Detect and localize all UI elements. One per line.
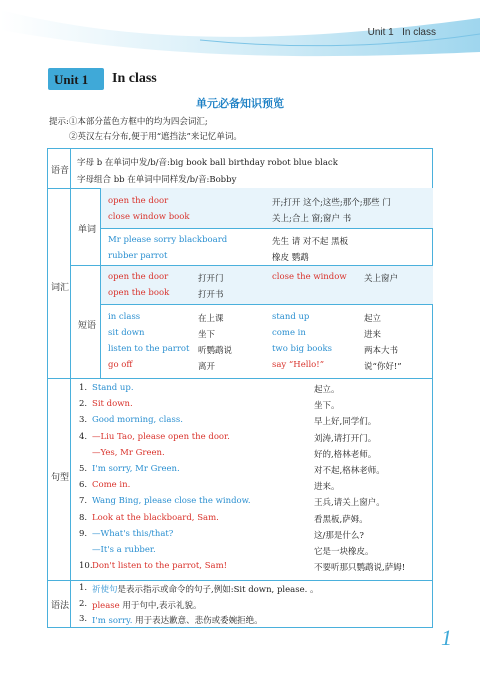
header-unit: Unit 1 (367, 27, 394, 38)
sentence-cn: 不要听那只鹦鹉说,萨姆! (314, 563, 406, 574)
word-row: open the door (108, 196, 169, 206)
phrase-item-cn: 打开门 (198, 274, 224, 284)
word-row-cn: 橡皮 鹦鹉 (272, 253, 309, 263)
phonics-label: 语音 (51, 166, 70, 176)
sentence-cn: 好的,格林老师。 (314, 449, 377, 460)
sentence-number: 7. (79, 496, 88, 507)
sentence-cn: 进来。 (314, 482, 340, 493)
sentence-en: —What's this/that? (92, 528, 174, 539)
sentence-cn: 这/那是什么? (314, 530, 364, 541)
phrase-label: 短语 (78, 321, 97, 331)
sentence-cn: 看黑板,萨姆。 (314, 514, 368, 525)
sentence-cn: 对不起,格林老师。 (314, 466, 385, 476)
sentence-cn: 它是一块橡皮。 (314, 547, 374, 557)
phrase-item-cn: 关上窗户 (364, 274, 399, 284)
sentence-number: 9. (79, 528, 88, 539)
sentence-en: Don't listen to the parrot, Sam! (92, 561, 228, 572)
grammar-rest: 用于句中,表示礼貌。 (119, 600, 202, 611)
sentence-number: 5. (79, 464, 88, 474)
header-unit-title (368, 27, 436, 38)
sentence-cn: 王兵,请关上窗户。 (314, 498, 385, 509)
phrase-item-cn: 在上课 (198, 314, 224, 324)
grammar-key: I'm sorry. (92, 616, 133, 626)
section-title: 单元必备知识预览 (196, 97, 284, 110)
unit-badge (48, 68, 104, 90)
phrase-item: open the door (108, 272, 169, 282)
sentence-number: 10. (79, 561, 93, 572)
label-column (47, 148, 71, 628)
phrase-item-cn: 打开书 (198, 290, 224, 300)
phrase-item: come in (272, 328, 306, 338)
sentence-cn: 刘涛,请打开门。 (314, 433, 377, 444)
page-number: 1 (441, 625, 452, 650)
sentence-en: —Yes, Mr Green. (92, 447, 165, 458)
words-red-box (101, 188, 433, 228)
box-divider (101, 304, 433, 305)
grammar-label: 语法 (51, 601, 70, 611)
sentence-number: 1. (79, 383, 88, 393)
sentence-number: 3. (79, 415, 88, 426)
sentence-cn: 坐下。 (314, 401, 340, 412)
grammar-rest: 用于表达歉意、悲伤或委婉拒绝。 (132, 616, 263, 626)
grammar-line (92, 614, 263, 626)
grammar-number: 1. (79, 583, 88, 593)
phrase-item-cn: 坐下 (198, 330, 216, 340)
sentence-en: Stand up. (92, 383, 134, 393)
sentence-en: Sit down. (92, 399, 133, 410)
grammar-number: 2. (79, 598, 88, 609)
unit-title: In class (112, 71, 157, 86)
vocab-label: 词汇 (51, 283, 70, 293)
row-divider (47, 580, 433, 581)
phrase-item: listen to the parrot (108, 344, 190, 354)
unit-badge-text: Unit 1 (54, 72, 89, 87)
phrase-item: in class (108, 312, 141, 322)
phrase-item: open the book (108, 288, 170, 298)
phonics-line-2: 字母组合 bb 在单词中同样发/b/音:Bobby (77, 175, 237, 185)
sentence-cn: 起立。 (314, 385, 340, 395)
phrase-item: two big books (272, 344, 333, 354)
sentence-en: I'm sorry, Mr Green. (92, 464, 180, 474)
sentence-en: Look at the blackboard, Sam. (92, 512, 219, 523)
phrase-item: say “Hello!” (272, 360, 325, 370)
tip-line-2: ②英汉左右分布,便于用“遮挡法”来记忆单词。 (69, 132, 242, 142)
phrase-item: close the window (272, 272, 347, 282)
phrase-item-cn: 说“你好!” (364, 362, 402, 372)
sentence-number: 4. (79, 431, 88, 442)
sentence-number: 8. (79, 512, 88, 523)
sentences-label: 句型 (51, 473, 70, 483)
sentence-cn: 早上好,同学们。 (314, 417, 377, 428)
word-row-cn: 先生 请 对不起 黑板 (272, 237, 349, 247)
phonics-line-1: 字母 b 在单词中发/b/音:big book ball birthday robot blue black (77, 158, 338, 168)
row-divider (47, 378, 433, 379)
word-row-cn: 开;打开 这个;这些;那个;那些 门 (272, 198, 391, 208)
sentence-en: Wang Bing, please close the window. (92, 496, 251, 507)
phrase-item-cn: 起立 (364, 314, 382, 324)
sentence-en: Good morning, class. (92, 415, 183, 426)
header-title: In class (402, 27, 436, 38)
grammar-line (92, 599, 202, 611)
sentence-number: 2. (79, 399, 88, 410)
word-row: rubber parrot (108, 251, 168, 261)
phrase-item-cn: 离开 (198, 362, 216, 372)
grammar-number: 3. (79, 614, 88, 624)
word-row: Mr please sorry blackboard (108, 235, 228, 245)
grammar-line (92, 583, 319, 595)
grammar-key: 祈使句 (92, 585, 118, 595)
grammar-key: please (92, 600, 120, 611)
sentence-en: —It's a rubber. (92, 545, 156, 555)
phrase-item-cn: 两本大书 (364, 346, 399, 356)
tip-line-1: 提示:①本部分蓝色方框中的均为四会词汇; (49, 117, 208, 127)
sentence-number: 6. (79, 480, 88, 491)
sentence-en: Come in. (92, 480, 131, 491)
phrase-item: stand up (272, 312, 310, 322)
phrase-item: sit down (108, 328, 145, 338)
phrase-item: go off (108, 360, 133, 370)
words-label: 单词 (78, 225, 97, 235)
grammar-rest: 是表示指示或命令的句子,例如:Sit down, please. 。 (117, 585, 319, 595)
phrase-item-cn: 听鹦鹉说 (198, 346, 233, 356)
word-row: close window book (108, 212, 190, 222)
phrase-item-cn: 进来 (364, 330, 382, 340)
word-row-cn: 关上;合上 窗;窗户 书 (272, 214, 352, 224)
vocab-sub-column (71, 188, 101, 378)
box-divider (101, 228, 433, 229)
sentence-en: —Liu Tao, please open the door. (92, 431, 230, 442)
